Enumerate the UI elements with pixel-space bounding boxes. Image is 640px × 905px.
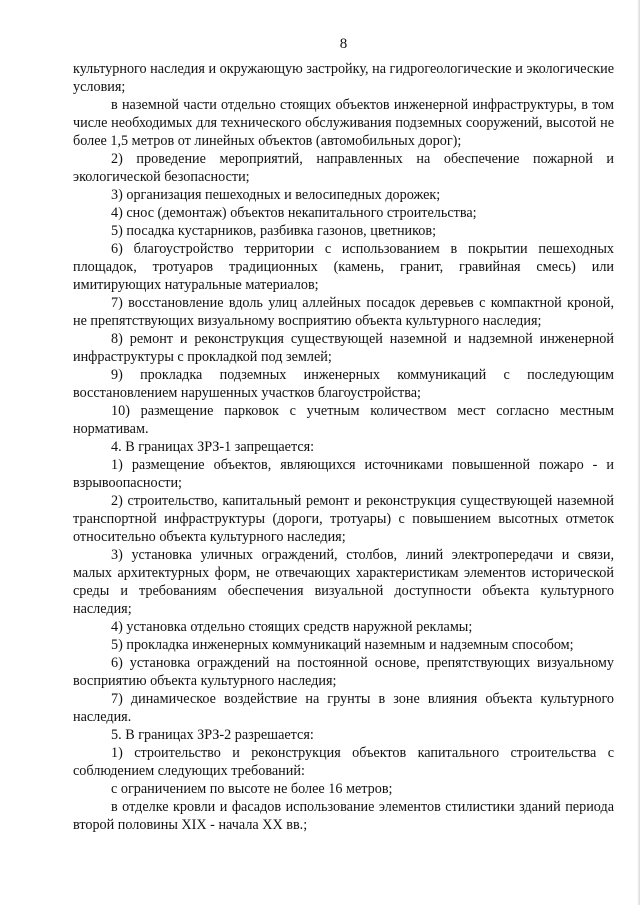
paragraph: 4. В границах ЗРЗ-1 запрещается: bbox=[111, 439, 315, 455]
paragraph: 6) благоустройство территории с использованием в покрытии пешеходных площадок, тротуаров традиционных (камень, гранит, гравийная смесь) или имитирующих натуральные материалов; bbox=[73, 241, 614, 293]
paragraph: 3) организация пешеходных и велосипедных дорожек; bbox=[111, 187, 441, 203]
paragraph: 4) установка отдельно стоящих средств наружной рекламы; bbox=[111, 619, 473, 635]
paragraph: в отделке кровли и фасадов использование элементов стилистики зданий периода второй половины XIX - начала XX вв.; bbox=[73, 799, 614, 833]
paragraph: 5) посадка кустарников, разбивка газонов, цветников; bbox=[111, 223, 437, 239]
paragraph: 5. В границах ЗРЗ-2 разрешается: bbox=[111, 727, 314, 743]
paragraph: 1) строительство и реконструкция объектов капитального строительства с соблюдением следующих требований: bbox=[73, 745, 614, 779]
paragraph: 6) установка ограждений на постоянной основе, препятствующих визуальному восприятию объекта культурного наследия; bbox=[73, 655, 614, 689]
paragraph: 7) восстановление вдоль улиц аллейных посадок деревьев с компактной кроной, не препятствующих визуальному восприятию объекта культурного наследия; bbox=[73, 295, 614, 329]
paragraph: 10) размещение парковок с учетным количеством мест согласно местным нормативам. bbox=[73, 403, 614, 437]
paragraph: 5) прокладка инженерных коммуникаций наземным и надземным способом; bbox=[111, 637, 574, 653]
paragraph: 8) ремонт и реконструкция существующей наземной и надземной инженерной инфраструктуры с прокладкой под землей; bbox=[73, 331, 614, 365]
paragraph: культурного наследия и окружающую застройку, на гидрогеологические и экологические условия; bbox=[73, 61, 614, 95]
page-number: 8 bbox=[339, 36, 348, 52]
paragraph: 2) строительство, капитальный ремонт и реконструкция существующей наземной транспортной инфраструктуры (дороги, тротуары) с повышением высотных отметок относительно объекта культурного наследия; bbox=[73, 493, 614, 545]
paragraph: 2) проведение мероприятий, направленных на обеспечение пожарной и экологической безопасности; bbox=[73, 151, 614, 185]
paragraph: 1) размещение объектов, являющихся источниками повышенной пожаро - и взрывоопасности; bbox=[73, 457, 614, 491]
paragraph: с ограничением по высоте не более 16 метров; bbox=[111, 781, 393, 797]
paragraph: 3) установка уличных ограждений, столбов, линий электропередачи и связи, малых архитектурных форм, не отвечающих характеристикам элементов исторической среды и требованиям обеспечения визуальной доступности объекта культурного наследия; bbox=[73, 547, 614, 617]
paragraph: 9) прокладка подземных инженерных коммуникаций с последующим восстановлением нарушенных участков благоустройства; bbox=[73, 367, 614, 401]
paragraph: в наземной части отдельно стоящих объектов инженерной инфраструктуры, в том числе необходимых для технического обслуживания подземных сооружений, высотой не более 1,5 метров от линейных объектов (автомобильных дорог); bbox=[73, 97, 614, 149]
document-body bbox=[73, 60, 614, 834]
paragraph: 4) снос (демонтаж) объектов некапитального строительства; bbox=[111, 205, 477, 221]
paragraph: 7) динамическое воздействие на грунты в зоне влияния объекта культурного наследия. bbox=[73, 691, 614, 725]
